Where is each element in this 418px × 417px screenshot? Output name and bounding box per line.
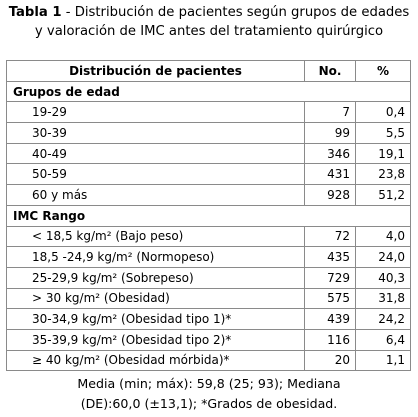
row-count: 729: [305, 267, 356, 288]
row-count: 116: [305, 329, 356, 350]
row-label: 19-29: [7, 102, 305, 123]
row-count: 346: [305, 143, 356, 164]
footnote-line-1: Media (min; máx): 59,8 (25; 93); Mediana: [77, 376, 341, 391]
table-row: [7, 185, 411, 206]
group-title-imc: IMC Rango: [7, 205, 411, 226]
footnote-line-2: (DE):60,0 (±13,1); *Grados de obesidad.: [80, 396, 338, 411]
table-footnote: [0, 374, 418, 414]
row-label: < 18,5 kg/m² (Bajo peso): [7, 226, 305, 247]
table-row: [7, 329, 411, 350]
row-percent: 31,8: [356, 288, 411, 309]
row-percent: 23,8: [356, 164, 411, 185]
row-percent: 24,0: [356, 247, 411, 268]
row-count: 72: [305, 226, 356, 247]
caption-label: Tabla 1: [8, 5, 62, 20]
table-row: [7, 288, 411, 309]
row-count: 575: [305, 288, 356, 309]
row-label: 30-39: [7, 123, 305, 144]
table-body: [7, 61, 411, 371]
row-count: 20: [305, 350, 356, 371]
row-count: 928: [305, 185, 356, 206]
patient-distribution-table: [6, 60, 411, 371]
row-percent: 0,4: [356, 102, 411, 123]
row-label: 50-59: [7, 164, 305, 185]
row-percent: 51,2: [356, 185, 411, 206]
row-count: 439: [305, 309, 356, 330]
row-label: 60 y más: [7, 185, 305, 206]
row-count: 431: [305, 164, 356, 185]
table-row: [7, 123, 411, 144]
row-percent: 4,0: [356, 226, 411, 247]
row-percent: 5,5: [356, 123, 411, 144]
row-percent: 24,2: [356, 309, 411, 330]
caption-line-1: [0, 3, 418, 22]
header-distribution: Distribución de pacientes: [7, 61, 305, 82]
header-percent: %: [356, 61, 411, 82]
row-percent: 40,3: [356, 267, 411, 288]
table-row: [7, 102, 411, 123]
row-label: 40-49: [7, 143, 305, 164]
table-row: [7, 164, 411, 185]
caption-line-2: y valoración de IMC antes del tratamiento quirúrgico: [34, 24, 384, 39]
group-row-age: [7, 81, 411, 102]
row-count: 99: [305, 123, 356, 144]
table-row: [7, 309, 411, 330]
table-row: [7, 350, 411, 371]
header-row: [7, 61, 411, 82]
row-label: 18,5 -24,9 kg/m² (Normopeso): [7, 247, 305, 268]
row-label: ≥ 40 kg/m² (Obesidad mórbida)*: [7, 350, 305, 371]
table-row: [7, 267, 411, 288]
header-number: No.: [305, 61, 356, 82]
row-percent: 6,4: [356, 329, 411, 350]
row-count: 435: [305, 247, 356, 268]
row-count: 7: [305, 102, 356, 123]
row-percent: 19,1: [356, 143, 411, 164]
group-row-imc: [7, 205, 411, 226]
row-percent: 1,1: [356, 350, 411, 371]
group-title-age: Grupos de edad: [7, 81, 411, 102]
caption-title: - Distribución de pacientes según grupos de edades: [61, 5, 410, 20]
row-label: 25-29,9 kg/m² (Sobrepeso): [7, 267, 305, 288]
row-label: 35-39,9 kg/m² (Obesidad tipo 2)*: [7, 329, 305, 350]
table-row: [7, 226, 411, 247]
table-row: [7, 143, 411, 164]
row-label: 30-34,9 kg/m² (Obesidad tipo 1)*: [7, 309, 305, 330]
table-row: [7, 247, 411, 268]
table-caption: [0, 3, 418, 41]
row-label: > 30 kg/m² (Obesidad): [7, 288, 305, 309]
